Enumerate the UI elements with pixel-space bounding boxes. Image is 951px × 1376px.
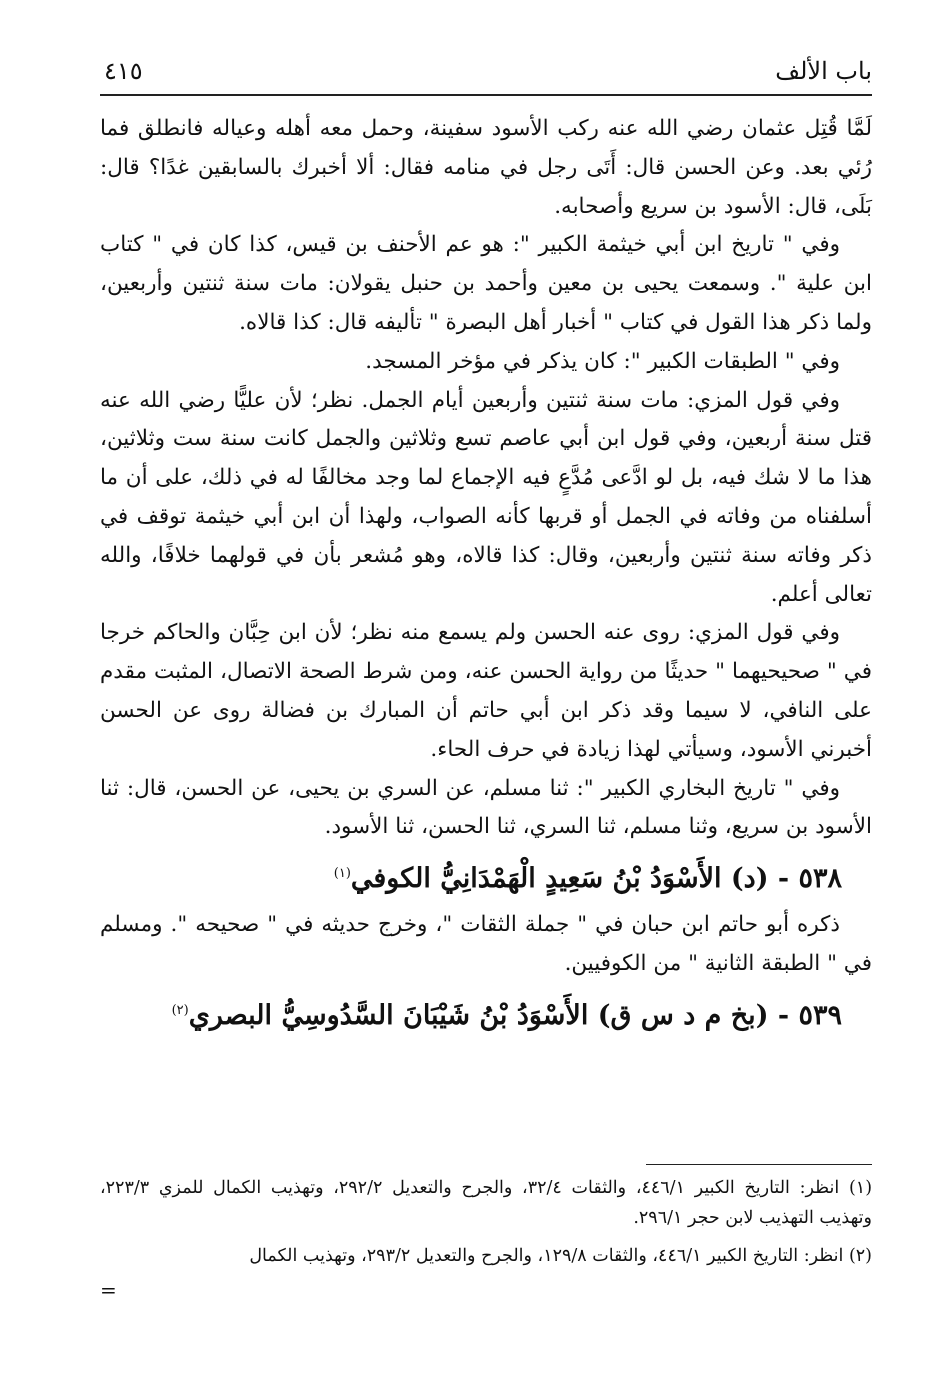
entry-title: ٥٣٨ - (د) الأَسْوَدُ بْنُ سَعِيدٍ الْهَمْدَانِيُّ الكوفي xyxy=(350,863,842,895)
chapter-title: باب الألف xyxy=(775,57,872,85)
paragraph: وفي " تاريخ البخاري الكبير ": ثنا مسلم، عن السري بن يحيى، عن الحسن، قال: ثنا الأسود بن سريع، وثنا مسلم، ثنا السري، ثنا الحسن، ثنا الأسود. xyxy=(100,775,872,840)
entry-heading-539 xyxy=(100,986,842,1041)
footnote: (١) انظر: التاريخ الكبير ٤٤٦/١، والثقات ٣٢/٤، والجرح والتعديل ٢٩٢/٢، وتهذيب الكمال للمزي ٢٢٣/٣، وتهذيب التهذيب لابن حجر ٢٩٦/١. xyxy=(100,1178,873,1228)
footnote-ref: (١) xyxy=(333,866,351,882)
paragraph: وفي قول المزي: روى عنه الحسن ولم يسمع منه نظر؛ لأن ابن حِبَّان والحاكم خرجا في " صحيحيهما " حديثًا من رواية الحسن عنه، ومن شرط الصحة الاتصال، المثبت مقدم على النافي، لا سيما وقد ذكر ابن أبي حاتم أن المبارك بن فضالة روى عن الحسن أخبرني الأسود، وسيأتي لهذا زيادة في حرف الحاء. xyxy=(100,620,872,762)
page-number: ٤١٥ xyxy=(104,57,143,85)
main-text xyxy=(100,110,872,1041)
continuation-mark: = xyxy=(100,1278,117,1302)
paragraph: ذكره أبو حاتم ابن حبان في " جملة الثقات "، وخرج حديثه في " صحيحه ". ومسلم في " الطبقة الثانية " من الكوفيين. xyxy=(100,912,872,976)
entry-title: ٥٣٩ - (بخ م د س ق) الأَسْوَدُ بْنُ شَيْبَانَ السَّدُوسِيُّ البصري xyxy=(188,999,842,1031)
page-body xyxy=(100,52,872,1043)
footnote-divider xyxy=(646,1164,872,1165)
footnotes-section xyxy=(100,1164,872,1271)
paragraph: وفي " تاريخ ابن أبي خيثمة الكبير ": هو عم الأحنف بن قيس، كذا كان في " كتاب ابن علية ". وسمعت يحيى بن معين وأحمد بن حنبل يقولان: مات سنة ثنتين وأربعين، ولما ذكر هذا القول في كتاب " أخبار أهل البصرة " تأليفه قال: كذا قالاه. xyxy=(100,232,872,335)
entry-heading-538 xyxy=(100,849,842,904)
running-header xyxy=(100,52,872,96)
paragraph: لَمَّا قُتِل عثمان رضي الله عنه ركب الأسود سفينة، وحمل معه أهله وعياله فانطلق فما رُئي بعد. وعن الحسن قال: أَتَى رجل في منامه فقال: ألا أخبرك بالسابقين غدًا؟ قال: بَلَى، قال: الأسود بن سريع وأصحابه. xyxy=(100,116,872,219)
paragraph: وفي قول المزي: مات سنة ثنتين وأربعين أيام الجمل. نظر؛ لأن عليًّا رضي الله عنه قتل سنة أربعين، وفي قول ابن أبي عاصم تسع وثلاثين والجمل كانت سنة ست وثلاثين، هذا ما لا شك فيه، بل لو ادَّعى مُدَّعٍ فيه الإجماع لما وجد مخالفًا له في ذلك، على أن ما أسلفناه من وفاته في الجمل أو قربها كأنه الصواب، ولهذا أن ابن أبي خيثمة توقف في ذكر وفاته سنة ثنتين وأربعين، وقال: كذا قالاه، وهو مُشعر بأن في قولهما خلافًا، والله تعالى أعلم. xyxy=(100,387,873,607)
paragraph: وفي " الطبقات الكبير ": كان يذكر في مؤخر المسجد. xyxy=(365,348,840,374)
footnote-ref: (٢) xyxy=(171,1002,189,1018)
footnote: (٢) انظر: التاريخ الكبير ٤٤٦/١، والثقات ١٢٩/٨، والجرح والتعديل ٢٩٣/٢، وتهذيب الكمال xyxy=(249,1246,872,1266)
